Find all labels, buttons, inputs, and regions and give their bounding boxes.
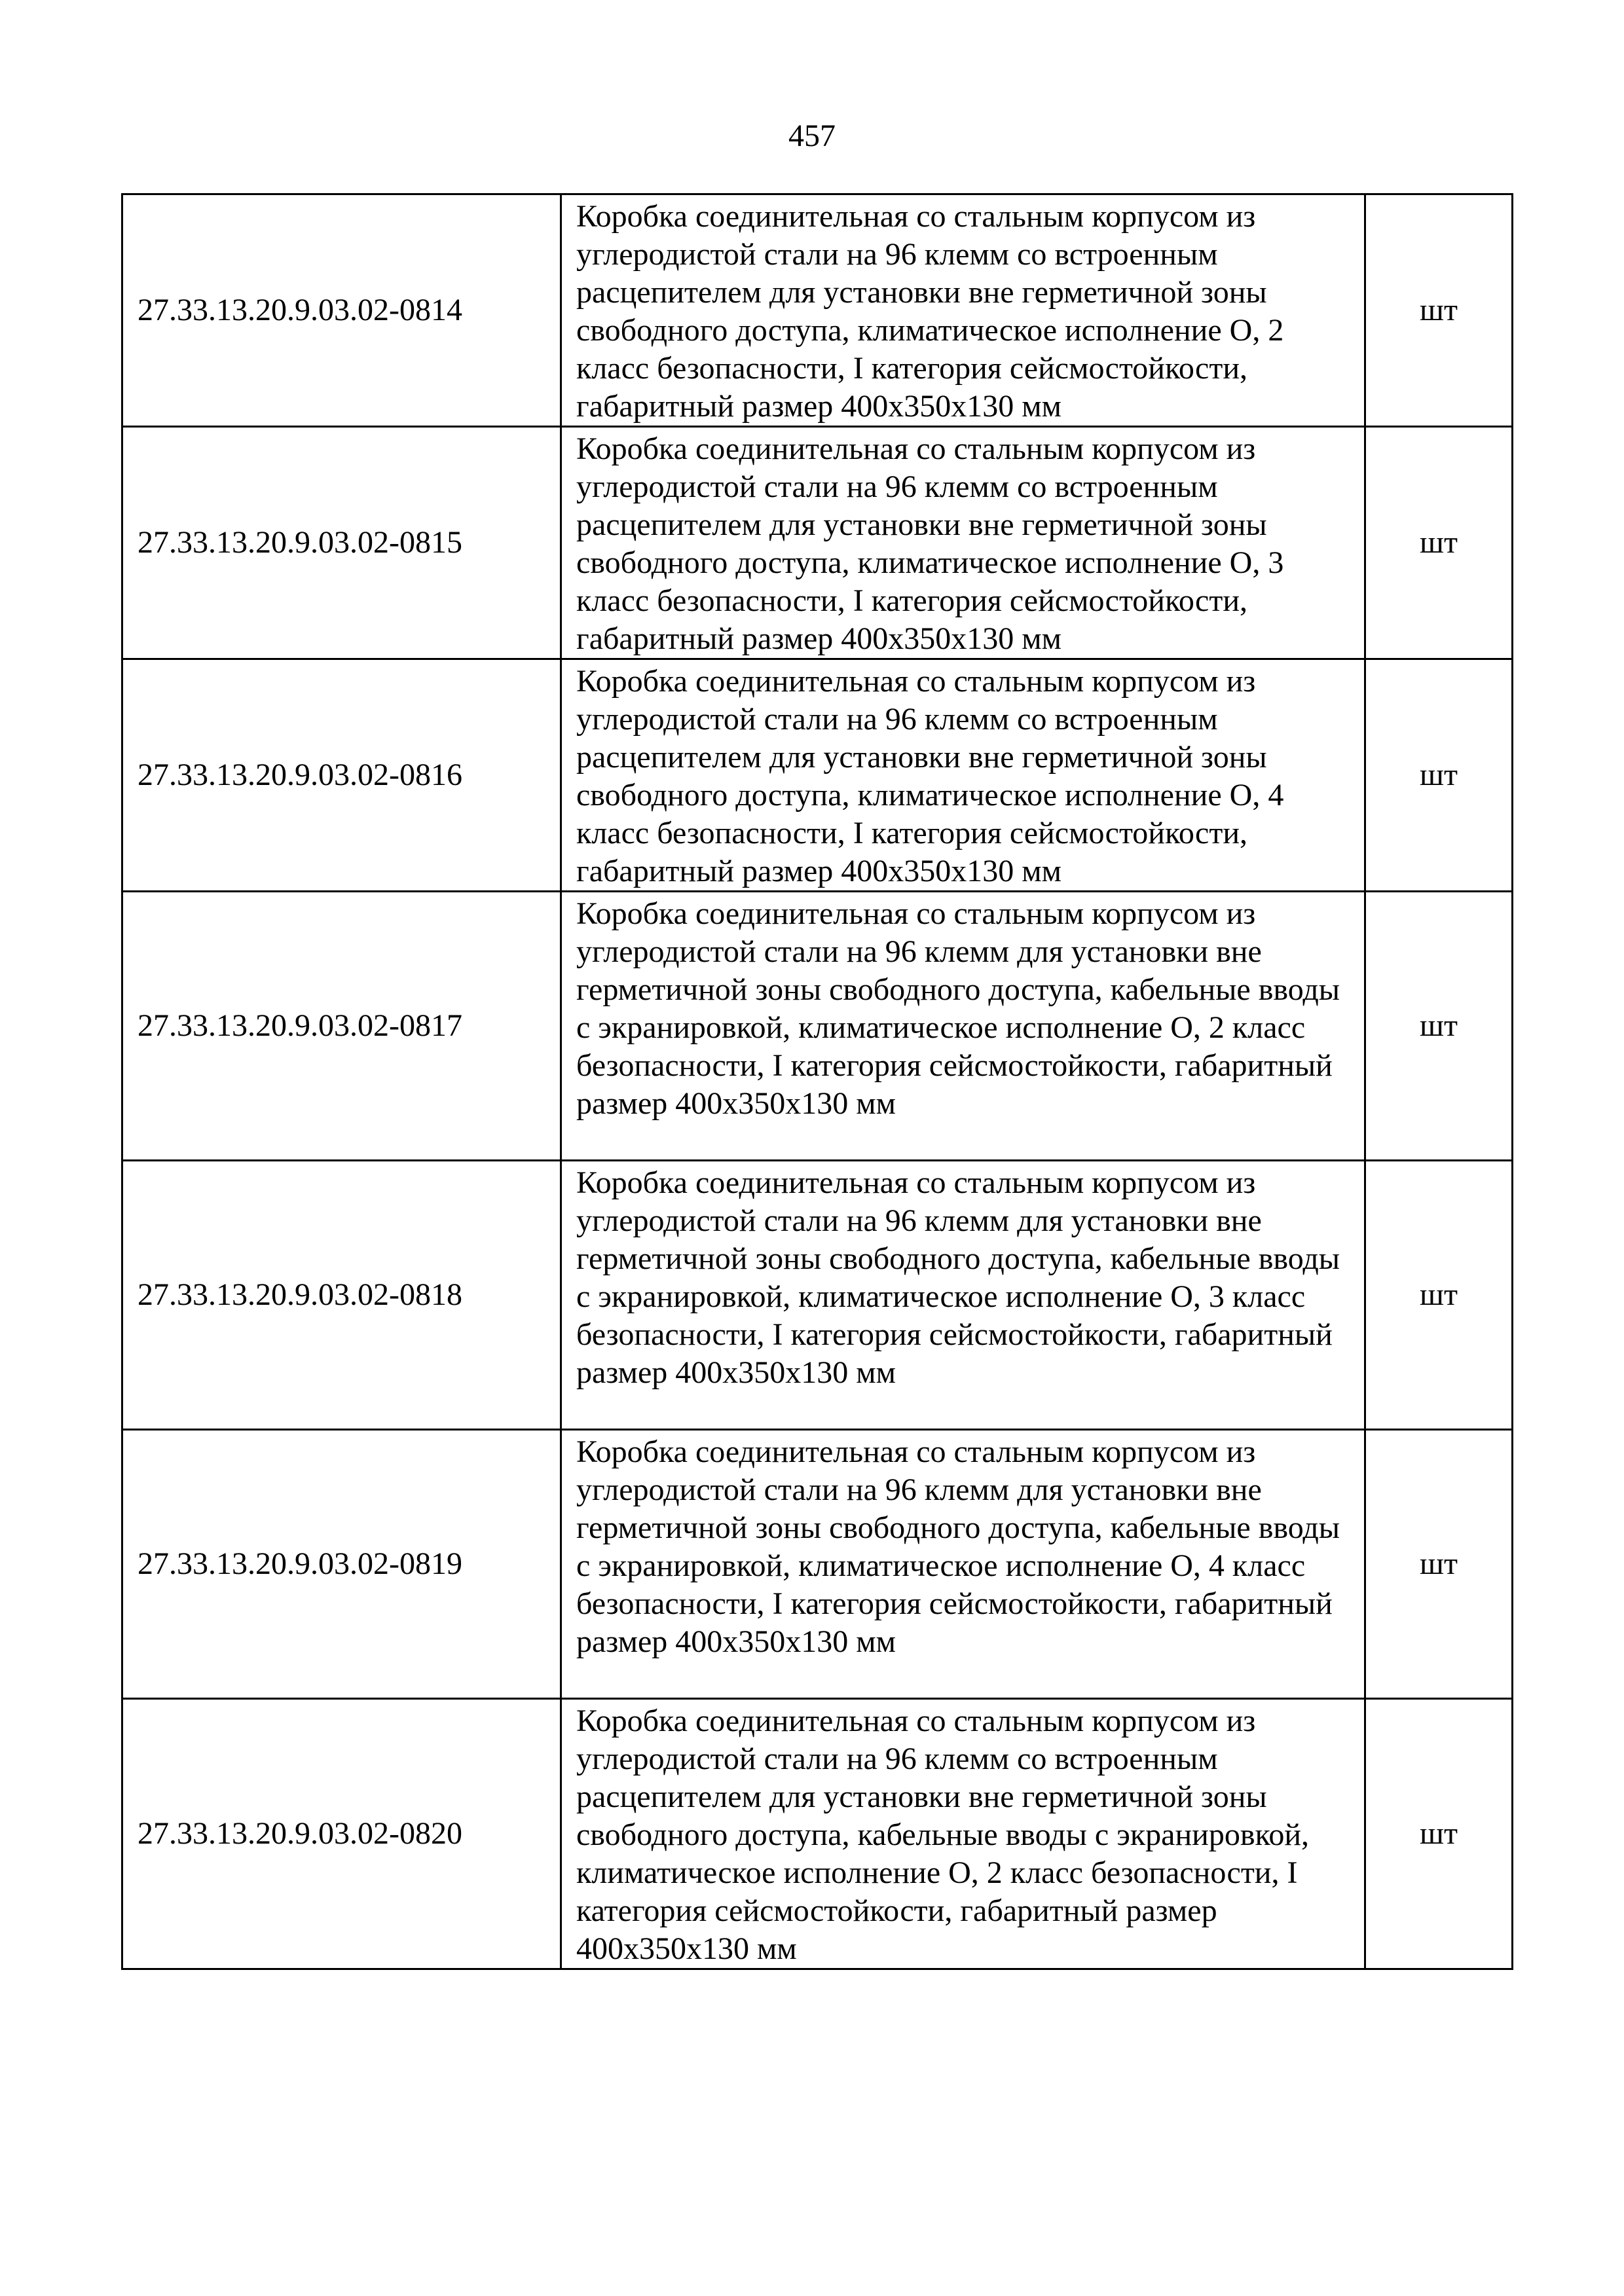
item-code: 27.33.13.20.9.03.02-0820	[122, 1699, 561, 1969]
item-description: Коробка соединительная со стальным корпусом из углеродистой стали на 96 клемм со встроенным расцепителем для установки вне герметичной зоны свободного доступа, климатическое исполнение О, 2 класс безопасности, I категория сейсмостойкости, габаритный размер 400x350x130 мм	[561, 194, 1365, 427]
item-unit: шт	[1365, 659, 1513, 892]
table-row	[122, 427, 1513, 659]
item-unit: шт	[1365, 427, 1513, 659]
table-row	[122, 1699, 1513, 1969]
item-unit: шт	[1365, 1430, 1513, 1699]
item-description: Коробка соединительная со стальным корпусом из углеродистой стали на 96 клемм для установки вне герметичной зоны свободного доступа, кабельные вводы с экранировкой, климатическое исполнение О, 3 класс безопасности, I категория сейсмостойкости, габаритный размер 400x350x130 мм	[561, 1161, 1365, 1430]
item-code: 27.33.13.20.9.03.02-0815	[122, 427, 561, 659]
table-row	[122, 1430, 1513, 1699]
item-description: Коробка соединительная со стальным корпусом из углеродистой стали на 96 клемм для установки вне герметичной зоны свободного доступа, кабельные вводы с экранировкой, климатическое исполнение О, 2 класс безопасности, I категория сейсмостойкости, габаритный размер 400x350x130 мм	[561, 892, 1365, 1161]
table-row	[122, 659, 1513, 892]
item-description: Коробка соединительная со стальным корпусом из углеродистой стали на 96 клемм со встроенным расцепителем для установки вне герметичной зоны свободного доступа, климатическое исполнение О, 3 класс безопасности, I категория сейсмостойкости, габаритный размер 400x350x130 мм	[561, 427, 1365, 659]
page-number: 457	[788, 118, 836, 153]
table-row	[122, 194, 1513, 427]
item-unit: шт	[1365, 1161, 1513, 1430]
item-description: Коробка соединительная со стальным корпусом из углеродистой стали на 96 клемм для установки вне герметичной зоны свободного доступа, кабельные вводы с экранировкой, климатическое исполнение О, 4 класс безопасности, I категория сейсмостойкости, габаритный размер 400x350x130 мм	[561, 1430, 1365, 1699]
item-unit: шт	[1365, 892, 1513, 1161]
item-code: 27.33.13.20.9.03.02-0816	[122, 659, 561, 892]
items-table	[121, 193, 1513, 1970]
item-description: Коробка соединительная со стальным корпусом из углеродистой стали на 96 клемм со встроенным расцепителем для установки вне герметичной зоны свободного доступа, климатическое исполнение О, 4 класс безопасности, I категория сейсмостойкости, габаритный размер 400x350x130 мм	[561, 659, 1365, 892]
item-code: 27.33.13.20.9.03.02-0819	[122, 1430, 561, 1699]
table-row	[122, 892, 1513, 1161]
item-description: Коробка соединительная со стальным корпусом из углеродистой стали на 96 клемм со встроенным расцепителем для установки вне герметичной зоны свободного доступа, кабельные вводы с экранировкой, климатическое исполнение О, 2 класс безопасности, I категория сейсмостойкости, габаритный размер 400x350x130 мм	[561, 1699, 1365, 1969]
item-code: 27.33.13.20.9.03.02-0817	[122, 892, 561, 1161]
item-unit: шт	[1365, 194, 1513, 427]
table-row	[122, 1161, 1513, 1430]
item-unit: шт	[1365, 1699, 1513, 1969]
item-code: 27.33.13.20.9.03.02-0814	[122, 194, 561, 427]
item-code: 27.33.13.20.9.03.02-0818	[122, 1161, 561, 1430]
